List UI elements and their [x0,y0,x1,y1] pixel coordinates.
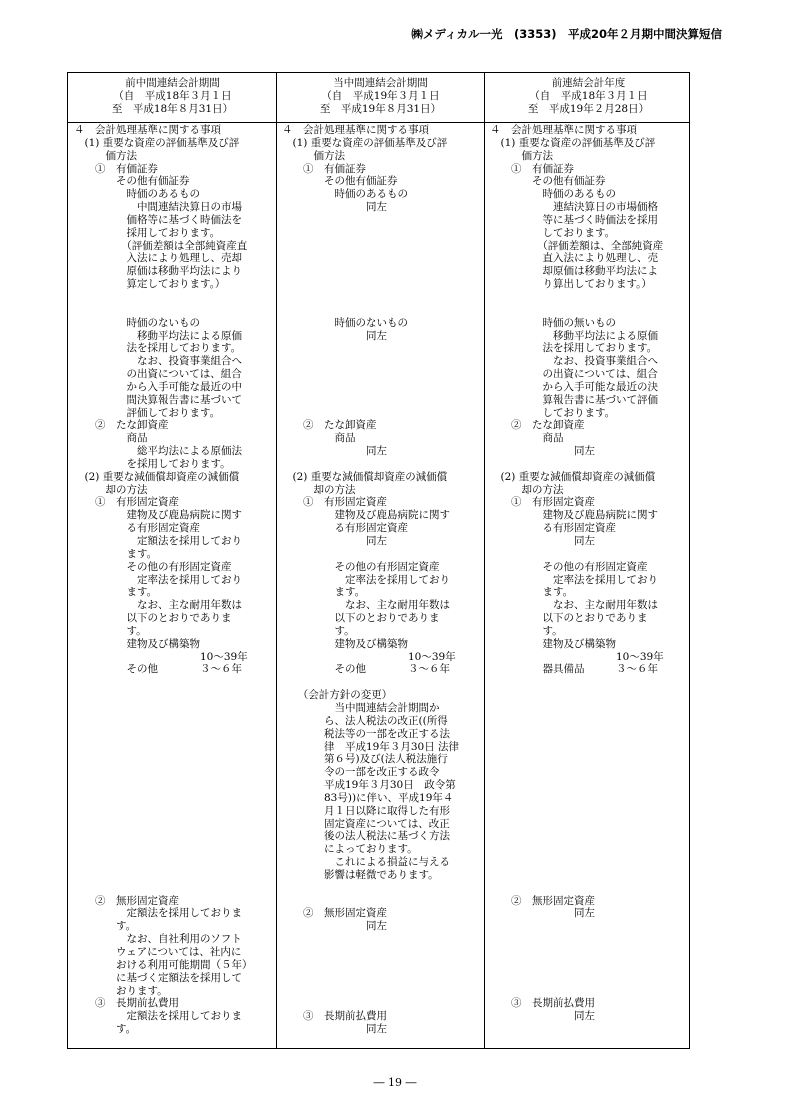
text-line: その他の有形固定資産 [282,560,440,573]
text-line [74,843,253,856]
text-line [490,548,664,561]
text-line: 同左 [490,445,595,458]
text-line: (1) 重要な資産の評価基準及び評 [282,136,448,149]
text-line [74,676,253,689]
text-line: その他の有形固定資産 [74,560,232,573]
text-line: に基づく定額法を採用して [74,971,242,984]
period-from: （自 平成18年３月１日 [113,90,232,102]
text-line: ③ 長期前払費用 [282,1010,387,1023]
text-line: 器具備品 ３～６年 [490,663,658,676]
text-line: 時価のあるもの [282,188,408,201]
text-line [282,882,459,895]
text-line: （会計方針の変更） [282,689,393,702]
text-line [490,291,664,304]
text-line: 時価のないもの [282,316,408,329]
text-line: ① 有価証券 [74,162,158,175]
text-line [74,689,253,702]
text-line: 定額法を採用しておりま [74,1010,242,1023]
text-line [74,830,253,843]
text-line: ① 有形固定資産 [490,496,595,509]
text-line [282,895,459,908]
text-line: ① 有価証券 [282,162,366,175]
text-line [74,882,253,895]
column-header-prior-interim [70,77,275,116]
text-line: 直入法により処理し、売 [490,252,658,265]
text-line [282,291,459,304]
text-line: 原価は移動平均法により [74,265,242,278]
text-line: 建物及び構築物 [282,637,408,650]
text-line: 法を採用しております。 [74,342,242,355]
text-line: 却原価は移動平均法によ [490,265,658,278]
text-line [282,265,459,278]
text-line [490,946,664,959]
text-line: 却の方法 [490,483,564,496]
text-line: 以下のとおりでありま [282,612,440,625]
text-line [490,792,664,805]
text-line [74,792,253,805]
text-line [282,933,459,946]
text-line [490,933,664,946]
text-line: (1) 重要な資産の評価基準及び評 [490,136,656,149]
text-line: る有形固定資産 [490,522,616,535]
text-line: 建物及び鹿島病院に関す [282,509,450,522]
text-line: 令の一部を改正する政令 [282,766,440,779]
text-line: (2) 重要な減価償却資産の減価償 [74,470,240,483]
text-line: なお、主な耐用年数は [74,599,242,612]
text-line [490,972,664,985]
text-line: なお、自社利用のソフト [74,933,242,946]
text-line: 同左 [282,445,387,458]
text-line: 同左 [282,920,387,933]
text-line [74,856,253,869]
text-line [282,946,459,959]
text-line: （評価差額は全部純資産直 [74,239,248,252]
text-line: 商品 [282,432,356,445]
column-divider [276,73,277,1048]
text-line: 定率法を採用しており [490,573,658,586]
text-line: ウェアについては、社内に [74,946,242,958]
text-line: ます。 [282,586,366,599]
text-line [282,227,459,240]
column-body-current-interim [282,124,459,1049]
column-title: 前連結会計年度 [551,77,626,89]
text-line: 等に基づく時価法を採用 [490,213,658,226]
text-line: す。 [282,624,355,637]
text-line [74,818,253,831]
text-line [282,342,459,355]
text-line [282,355,459,368]
period-from: （自 平成18年３月１日 [529,90,648,102]
text-line: ４ 会計処理基準に関する事項 [74,124,221,136]
text-line: 移動平均法による原価 [74,329,242,342]
text-line: 同左 [282,1023,387,1036]
text-line: 影響は軽微であります。 [282,868,439,881]
text-line: す。 [490,624,563,637]
text-line [490,304,664,317]
text-line: る有形固定資産 [74,522,200,535]
text-line: から入手可能な最近の中 [74,380,242,393]
text-line: 時価の無いもの [490,316,616,329]
text-line: (2) 重要な減価償却資産の減価償 [490,470,656,483]
text-line: ① 有形固定資産 [74,496,179,509]
text-line: 月１日以降に取得した有形 [282,804,450,817]
text-line: 算報告書に基づいて評価 [490,393,658,406]
text-line: ③ 長期前払費用 [490,997,595,1010]
text-line [490,753,664,766]
text-line: 税法等の一部を改正する法 [282,727,450,740]
text-line: 価格等に基づく時価法を [74,213,242,226]
text-line: ② 無形固定資産 [282,907,387,920]
text-line [490,805,664,818]
text-line [74,805,253,818]
header-divider [68,122,689,123]
text-line [490,728,664,741]
text-line: ② たな卸資産 [282,419,377,432]
text-line: 却の方法 [74,483,148,496]
text-line: その他の有形固定資産 [490,560,648,573]
text-line: 総平均法による原価法 [74,445,242,458]
text-line [490,766,664,779]
text-line [282,240,459,253]
text-line: なお、主な耐用年数は [490,599,658,612]
text-line [282,959,459,972]
text-line: を採用しております。 [74,457,231,470]
text-line: 同左 [490,1010,595,1023]
page-number: ― 19 ― [373,1076,417,1089]
column-body-prior-fiscal-year [490,124,664,1036]
text-line [490,715,664,728]
text-line [490,1023,664,1036]
text-line: ら、法人税法の改正((所得 [282,714,448,727]
text-line: 建物及び構築物 [74,637,200,650]
text-line: しております。 [490,406,616,419]
text-line: 第６号)及び(法人税法施行 [282,753,448,766]
text-line: その他有価証券 [282,175,398,188]
text-line [282,278,459,291]
text-line: ① 有価証券 [490,162,574,175]
text-line [282,1036,459,1049]
text-line: その他有価証券 [490,175,606,188]
text-line: 連結決算日の市場価格 [490,201,658,214]
column-header-prior-fiscal-year [486,77,691,116]
text-line: 定額法を採用しておりま [74,907,242,920]
text-line [490,843,664,856]
text-line: 建物及び鹿島病院に関す [490,509,658,522]
text-line: 却の方法 [282,483,356,496]
text-line [74,869,253,882]
text-line [282,304,459,317]
text-line [74,741,253,754]
text-line [282,394,459,407]
period-from: （自 平成19年３月１日 [321,90,440,102]
text-line: 採用しております。 [74,226,221,239]
column-title: 当中間連結会計期間 [333,77,428,89]
text-line: その他 ３～６年 [282,663,450,676]
text-line [74,753,253,766]
text-line [74,728,253,741]
text-line [74,304,253,317]
text-line [490,676,664,689]
text-line: 後の法人税法に基づく方法 [282,830,450,843]
text-line: 価方法 [74,149,137,162]
text-line: 定率法を採用しており [282,573,450,586]
text-line: す。 [74,624,147,637]
text-line: から入手可能な最近の決 [490,380,658,393]
text-line: 同左 [282,535,387,547]
text-line: おります。 [74,984,168,997]
text-line: 当中間連結会計期間か [282,701,440,714]
text-line: 同左 [490,535,595,547]
text-line: 10～39年 [490,650,664,663]
text-line: なお、主な耐用年数は [282,599,450,612]
text-line: 固定資産については、改正 [282,817,450,830]
text-line [282,214,459,227]
text-line: ４ 会計処理基準に関する事項 [490,124,637,136]
text-line [490,702,664,715]
column-divider [484,73,485,1048]
text-line: 移動平均法による原価 [490,329,658,342]
text-line [74,715,253,728]
text-line [282,381,459,394]
document-header: ㈱メディカル一光 (3353) 平成20年２月期中間決算短信 [411,27,722,41]
text-line: 商品 [490,432,564,445]
text-line: ② 無形固定資産 [74,894,179,907]
text-line: の出資については、組合 [74,368,242,381]
text-line: 法を採用しております。 [490,342,658,355]
text-line: 同左 [490,907,595,920]
text-line: 時価のないもの [74,316,200,329]
text-line: なお、投資事業組合へ [74,355,242,368]
text-line: す。 [74,1023,137,1036]
text-line [490,830,664,843]
text-line: ② たな卸資産 [490,419,585,432]
text-line: 間決算報告書に基づいて [74,393,242,406]
text-line: の出資については、組合 [490,368,658,381]
text-line [490,856,664,869]
text-line: 同左 [282,329,387,342]
text-line [74,779,253,792]
text-line [282,368,459,381]
text-line [282,252,459,265]
text-line [490,818,664,831]
text-line: その他 ３～６年 [74,663,242,676]
text-line: ① 有形固定資産 [282,496,387,509]
text-line [490,869,664,882]
text-line: 10～39年 [74,650,248,663]
text-line: 中間連結決算日の市場 [74,201,242,214]
text-line [282,985,459,998]
text-line: 10～39年 [282,650,456,663]
text-line: ③ 長期前払費用 [74,997,179,1010]
text-line [74,766,253,779]
text-line [490,985,664,998]
text-line: 83号))に伴い、平成19年４ [282,791,454,804]
text-line: 建物及び鹿島病院に関す [74,509,242,522]
text-line [282,407,459,420]
text-line [74,291,253,304]
text-line: ② たな卸資産 [74,419,169,432]
text-line: 以下のとおりでありま [490,612,648,625]
text-line [282,548,459,561]
text-line: 平成19年３月30日 政令第 [282,779,456,792]
text-line [282,676,459,689]
text-line [282,997,459,1010]
text-line: 律 平成19年３月30日 法律 [282,740,460,753]
text-line: 時価のあるもの [74,188,200,201]
period-to: 至 平成19年２月28日） [527,103,650,115]
text-line: る有形固定資産 [282,522,408,535]
text-line [490,920,664,933]
text-line: ます。 [490,586,574,599]
text-line: しております。 [490,226,616,239]
text-line: 商品 [74,432,148,445]
text-line [282,972,459,985]
period-to: 至 平成19年８月31日） [319,103,442,115]
column-body-prior-interim [74,124,253,1036]
text-line: 定率法を採用しており [74,573,242,586]
text-line: これによる損益に与える [282,856,450,869]
text-line: す。 [74,920,137,933]
text-line [490,741,664,754]
text-line: によっております。 [282,843,418,856]
text-line: 同左 [282,201,387,214]
accounting-policy-table [67,72,690,1049]
text-line: 価方法 [282,149,345,162]
text-line: 以下のとおりでありま [74,612,232,625]
text-line [490,959,664,972]
text-line: 評価しております。 [74,406,221,419]
text-line [490,458,664,471]
column-title: 前中間連結会計期間 [125,77,220,89]
text-line: (1) 重要な資産の評価基準及び評 [74,136,240,149]
text-line: なお、投資事業組合へ [490,355,658,368]
text-line [490,779,664,792]
period-to: 至 平成18年８月31日） [111,103,234,115]
column-header-current-interim [278,77,483,116]
text-line: ます。 [74,547,158,560]
text-line: 時価のあるもの [490,188,616,201]
text-line: ます。 [74,586,158,599]
text-line [490,689,664,702]
text-line: 定額法を採用しており [74,535,242,547]
text-line: 建物及び構築物 [490,637,616,650]
text-line: り算出しております。） [490,278,652,291]
text-line: 入法により処理し、売却 [74,252,242,265]
text-line: (2) 重要な減価償却資産の減価償 [282,470,448,483]
text-line: 算定しております。） [74,278,226,291]
text-line [74,702,253,715]
text-line [490,882,664,895]
text-line: ４ 会計処理基準に関する事項 [282,124,429,136]
text-line: その他有価証券 [74,175,190,188]
text-line: （評価差額は、全部純資産 [490,239,664,252]
text-line: ② 無形固定資産 [490,894,595,907]
text-line: おける利用可能期間（５年） [74,958,253,971]
text-line: 価方法 [490,149,553,162]
text-line [282,458,459,471]
